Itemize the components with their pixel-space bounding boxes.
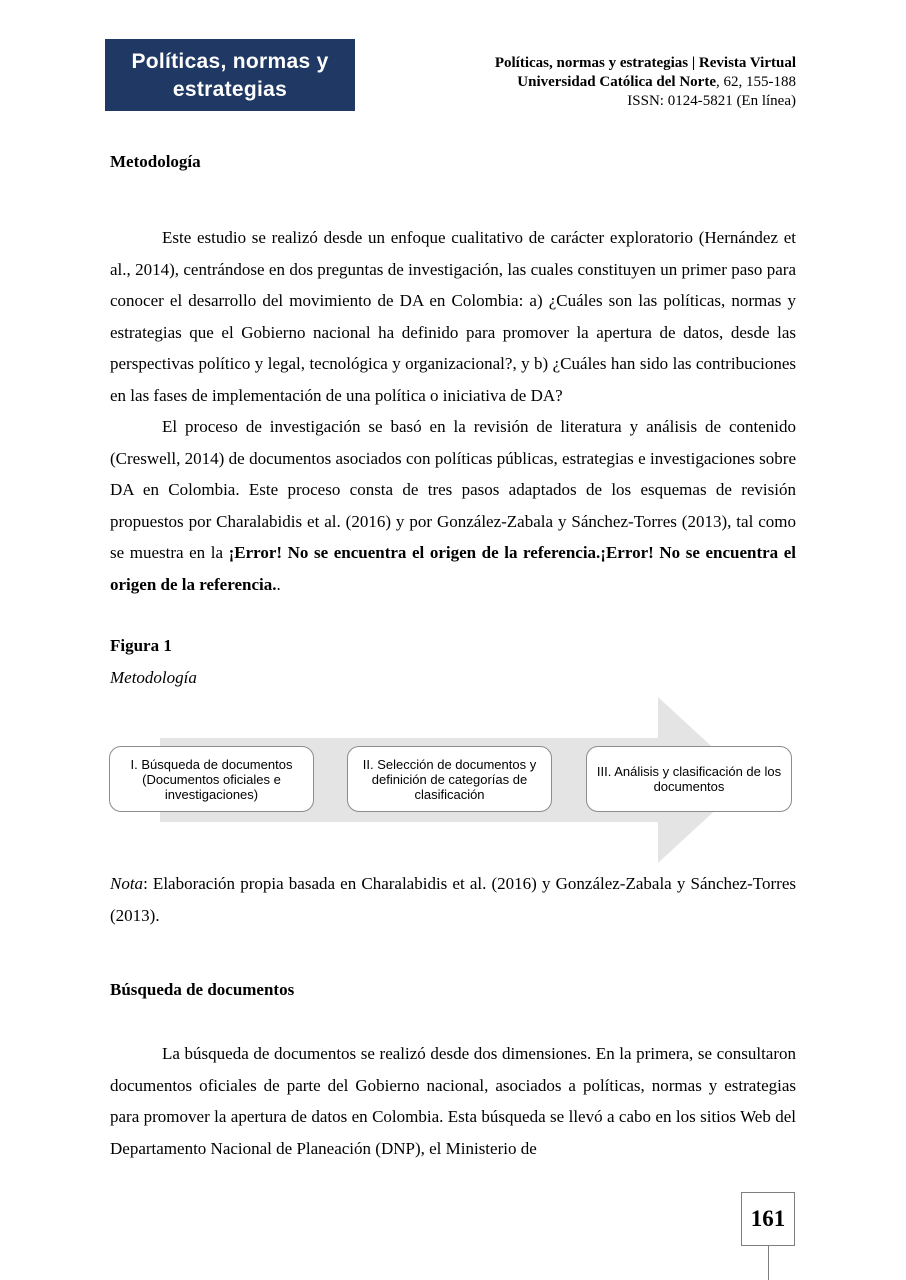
figure-note [110,868,796,931]
journal-section: Políticas, normas y estrategias | Revista Virtual [494,55,796,71]
badge-line-1: Políticas, normas y [131,50,329,73]
step-2-select-documents: II. Selección de documentos y definición de categorías de clasificación [347,746,552,812]
figure-label: Figura 1 [110,636,172,655]
journal-header [495,54,796,111]
section-badge [105,39,355,111]
paragraph-2-end: . [276,574,281,594]
issn: ISSN: 0124-5821 (En línea) [627,93,796,109]
figure-title: Metodología [110,668,197,687]
issue-info: , 62, 155-188 [716,74,796,90]
journal-issue-line [495,73,796,92]
page-number-line [768,1246,769,1280]
paragraph-2 [110,411,796,600]
reference-error: ¡Error! No se encuentra el origen de la referencia.¡Error! No se encuentra el origen de la referencia. [110,543,796,594]
note-label: Nota [110,874,144,893]
body-text-metodologia [110,222,796,600]
step-3-analyze-documents: III. Análisis y clasificación de los documentos [586,746,792,812]
page-number: 161 [741,1192,795,1246]
university-name: Universidad Católica del Norte [517,74,716,90]
section-heading-busqueda: Búsqueda de documentos [110,980,295,999]
step-1-search-documents: I. Búsqueda de documentos (Documentos oficiales e investigaciones) [109,746,314,812]
badge-line-2: estrategias [172,78,288,101]
paragraph-1: Este estudio se realizó desde un enfoque cualitativo de carácter exploratorio (Hernández et al., 2014), centrándose en dos preguntas de investigación, las cuales constituyen un primer paso para conocer el desarrollo del movimiento de DA en Colombia: a) ¿Cuáles son las políticas, normas y estrategias que el Gobierno nacional ha definido para promover la apertura de datos, desde las perspectivas político y legal, tecnológica y organizacional?, y b) ¿Cuáles han sido las contribuciones en las fases de implementación de una política o iniciativa de DA? [110,228,796,405]
figure-note-text [110,868,796,931]
methodology-diagram [108,697,798,863]
paragraph-2-text: El proceso de investigación se basó en la revisión de literatura y análisis de contenido (Creswell, 2014) de documentos asociados con políticas públicas, estrategias e investigaciones sobre DA en Colombia. Este proceso consta de tres pasos adaptados de los esquemas de revisión propuestos por Charalabidis et al. (2016) y por González-Zabala y Sánchez-Torres (2013), tal como se muestra en la [110,417,796,562]
note-body: : Elaboración propia basada en Charalabidis et al. (2016) y González-Zabala y Sánchez-Torres (2013). [110,874,796,925]
section-heading-metodologia: Metodología [110,152,201,171]
paragraph-3: La búsqueda de documentos se realizó desde dos dimensiones. En la primera, se consultaron documentos oficiales de parte del Gobierno nacional, asociados a políticas, normas y estrategias para promover la apertura de datos en Colombia. Esta búsqueda se llevó a cabo en los sitios Web del Departamento Nacional de Planeación (DNP), el Ministerio de [110,1044,796,1158]
body-text-busqueda [110,1038,796,1164]
